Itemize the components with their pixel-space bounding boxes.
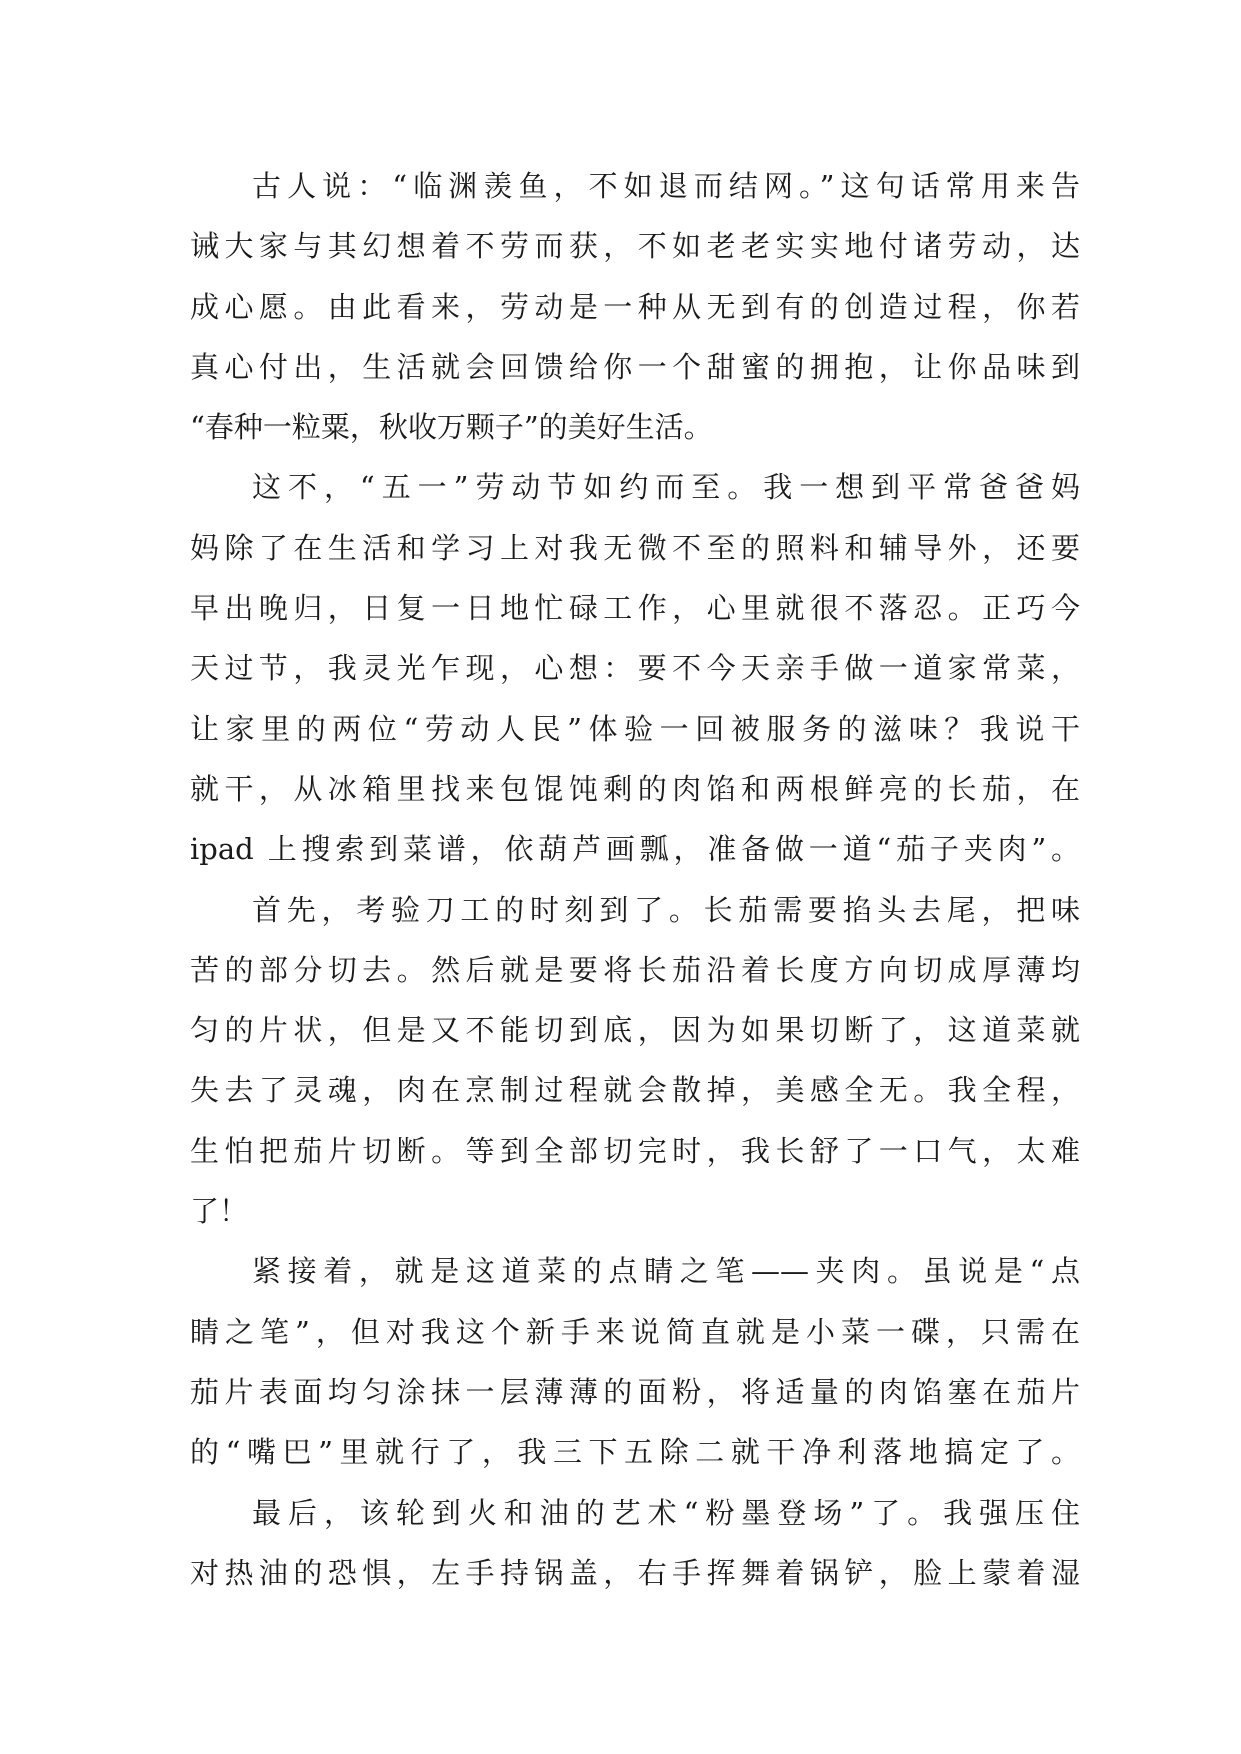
paragraph — [190, 1483, 1080, 1604]
paragraph — [190, 156, 1080, 457]
text-line: 首先，考验刀工的时刻到了。长茄需要掐头去尾，把味 — [252, 892, 1080, 927]
text-line: 诫大家与其幻想着不劳而获，不如老老实实地付诸劳动，达 — [190, 229, 1080, 264]
text-line: 对热油的恐惧，左手持锅盖，右手挥舞着锅铲，脸上蒙着湿 — [190, 1555, 1080, 1590]
text-line: 失去了灵魂，肉在烹制过程就会散掉，美感全无。我全程， — [190, 1073, 1080, 1108]
text-line: 的“嘴巴”里就行了，我三下五除二就干净利落地搞定了。 — [190, 1435, 1080, 1470]
text-line: 就干，从冰箱里找来包馄饨剩的肉馅和两根鲜亮的长茄，在 — [190, 771, 1080, 806]
text-line: 茄片表面均匀涂抹一层薄薄的面粉，将适量的肉馅塞在茄片 — [190, 1374, 1080, 1409]
text-line: ipad 上搜索到菜谱，依葫芦画瓢，准备做一道“茄子夹肉”。 — [190, 832, 1080, 867]
text-line: 最后，该轮到火和油的艺术“粉墨登场”了。我强压住 — [252, 1495, 1080, 1530]
paragraph — [190, 1241, 1080, 1482]
text-line: 了！ — [190, 1194, 249, 1229]
text-line: 成心愿。由此看来，劳动是一种从无到有的创造过程，你若 — [190, 289, 1080, 324]
text-line: “春种一粒粟，秋收万颗子”的美好生活。 — [190, 410, 713, 445]
text-line: 生怕把茄片切断。等到全部切完时，我长舒了一口气，太难 — [190, 1133, 1080, 1168]
text-line: 让家里的两位“劳动人民”体验一回被服务的滋味？我说干 — [190, 711, 1080, 746]
text-line: 睛之笔”，但对我这个新手来说简直就是小菜一碟，只需在 — [190, 1314, 1080, 1349]
text-line: 匀的片状，但是又不能切到底，因为如果切断了，这道菜就 — [190, 1013, 1080, 1048]
text-line: 古人说：“临渊羡鱼，不如退而结网。”这句话常用来告 — [252, 169, 1080, 203]
essay-body — [190, 156, 1080, 1603]
text-line: 妈除了在生活和学习上对我无微不至的照料和辅导外，还要 — [190, 530, 1080, 565]
text-line: 天过节，我灵光乍现，心想：要不今天亲手做一道家常菜， — [190, 651, 1080, 686]
paragraph — [190, 457, 1080, 879]
text-line: 早出晚归，日复一日地忙碌工作，心里就很不落忍。正巧今 — [190, 591, 1080, 626]
text-line: 真心付出，生活就会回馈给你一个甜蜜的拥抱，让你品味到 — [190, 349, 1080, 384]
text-line: 苦的部分切去。然后就是要将长茄沿着长度方向切成厚薄均 — [190, 952, 1080, 987]
paragraph — [190, 880, 1080, 1242]
text-line: 紧接着，就是这道菜的点睛之笔——夹肉。虽说是“点 — [252, 1254, 1080, 1289]
text-line: 这不，“五一”劳动节如约而至。我一想到平常爸爸妈 — [252, 470, 1080, 505]
